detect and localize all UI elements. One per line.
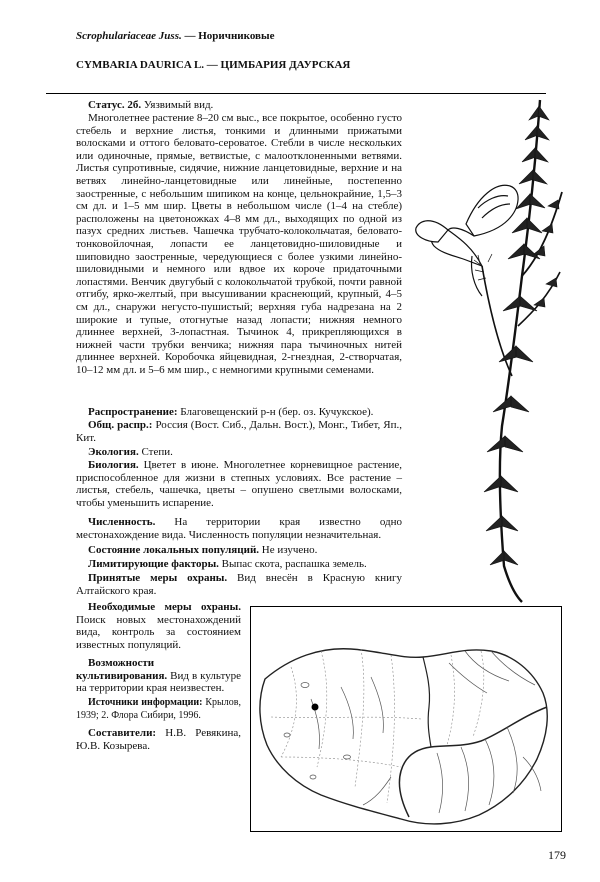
general-distribution-label: Общ. распр.: <box>88 419 153 431</box>
status-paragraph <box>76 99 402 112</box>
family-latin: Scrophulariaceae Juss. <box>76 30 182 42</box>
needed-measures-value: Поиск новых местонахождений вида, контроль за состоянием известных популяций. <box>76 613 241 651</box>
abundance-paragraph <box>76 516 402 541</box>
cultivation-value: Вид в культуре на территории края неизвестен. <box>76 669 241 695</box>
distribution-value: Благовещенский р-н (бер. оз. Кучукское). <box>177 406 374 418</box>
family-header <box>76 30 274 42</box>
ecology-paragraph <box>76 446 402 459</box>
distribution-paragraph <box>76 406 402 419</box>
description-paragraph: Многолетнее растение 8–20 см выс., все покрытое, особенно густо стебель и верхние листья, тонкими и длинными прижатыми волосками и оттого беловато-сероватое. Стебли в числе нескольких или одиночные, прямые, ветвистые, с малоотклоненными ветвями. Листья супротивные, сидячие, нижние ланцетовидные, верхние и на ветвях линейно-ланцетовидные или линейные, постепенно заостренные, с небольшим шипиком на конце, цельнокрайние, 1,5–3 см дл. и 1–5 мм шир. Цветы в небольшом числе (1–4 на стебле) расположены на цветоножках 4–8 мм дл., выходящих по одной из пазух средних листьев. Чашечка трубчато-колокольчатая, беловато-тонковойлочная, лопасти ее ланцетовидно-шиловидные и шиповидно заостренные, чередующиеся с более узкими линейно-шиловидными и немного или вдвое их короче придаточными лопастями. Венчик двугубый с колокольчатой трубкой, почти равной отгибу, ярко-желтый, при высушивании краснеющий, крупный, 4–5 см дл., снаружи негусто-пушистый; верхняя губа надрезана на 2 широкие и тупые, отогнутые назад лопасти; нижняя немного длиннее верхней, 3-лопастная. Тычинок 4, прикрепляющихся в нижней части трубки венчика; нижняя пара тычиночных нитей длиннее верхней. Коробочка яйцевидная, 2-гнездная, 2-створчатая, 10–12 мм дл. и 5–6 мм шир., с немногими крупными семенами. <box>76 112 402 376</box>
local-populations-value: Не изучено. <box>259 544 318 556</box>
protection-measures-paragraph <box>76 572 402 597</box>
authors-paragraph <box>76 727 241 752</box>
biology-label: Биология. <box>88 459 139 471</box>
species-title: CYMBARIA DAURICA L. — ЦИМБАРИЯ ДАУРСКАЯ <box>76 59 351 71</box>
limiting-factors-value: Выпас скота, распашка земель. <box>218 558 367 570</box>
page-number: 179 <box>548 848 566 862</box>
abundance-value: На территории края известно одно местонахождение вида. Численность популяции незначительная. <box>76 516 402 541</box>
protection-measures-value: Вид внесён в Красную книгу Алтайского края. <box>76 572 402 597</box>
family-separator: — <box>181 30 199 42</box>
biology-value: Цветет в июне. Многолетнее корневищное растение, приспособленное для жизни в степных условиях. Все растение – листья, стебель, чашечка, цветы – опушено светлыми волосками, чтобы уменьшить испарение. <box>76 459 402 509</box>
protection-measures-label: Принятые меры охраны. <box>88 572 228 584</box>
status-value: Уязвимый вид. <box>141 99 214 111</box>
altai-krai-map <box>251 607 561 831</box>
sources-paragraph <box>76 697 241 722</box>
ecology-value: Степи. <box>138 446 173 458</box>
family-russian: Норичниковые <box>198 30 275 42</box>
local-populations-label: Состояние локальных популяций. <box>88 544 260 556</box>
abundance-label: Численность. <box>88 516 156 528</box>
status-label: Статус. 2б. <box>88 99 142 111</box>
biology-paragraph <box>76 459 402 509</box>
needed-measures-label: Необходимые меры охраны. <box>88 601 241 613</box>
ecology-label: Экология. <box>88 446 139 458</box>
header-rule <box>46 93 546 94</box>
authors-value: Н.В. Ревякина, Ю.В. Козырева. <box>76 727 241 752</box>
needed-measures-paragraph <box>76 601 241 651</box>
sources-value: Крылов, 1939; 2. Флора Сибири, 1996. <box>76 697 241 721</box>
distribution-label: Распространение: <box>88 406 178 418</box>
authors-label: Составители: <box>88 727 157 739</box>
limiting-factors-paragraph <box>76 558 402 571</box>
sources-label: Источники информации: <box>88 697 203 708</box>
general-distribution-value: Россия (Вост. Сиб., Дальн. Вост.), Монг., Тибет, Яп., Кит. <box>76 419 402 444</box>
limiting-factors-label: Лимитирующие факторы. <box>88 558 219 570</box>
cultivation-paragraph <box>76 657 241 695</box>
general-distribution-paragraph <box>76 419 402 444</box>
local-populations-paragraph <box>76 544 402 557</box>
plant-illustration <box>412 96 572 604</box>
distribution-map <box>250 606 562 832</box>
locality-dot <box>312 704 319 711</box>
cultivation-label: Возможности культивирования. <box>76 657 168 682</box>
